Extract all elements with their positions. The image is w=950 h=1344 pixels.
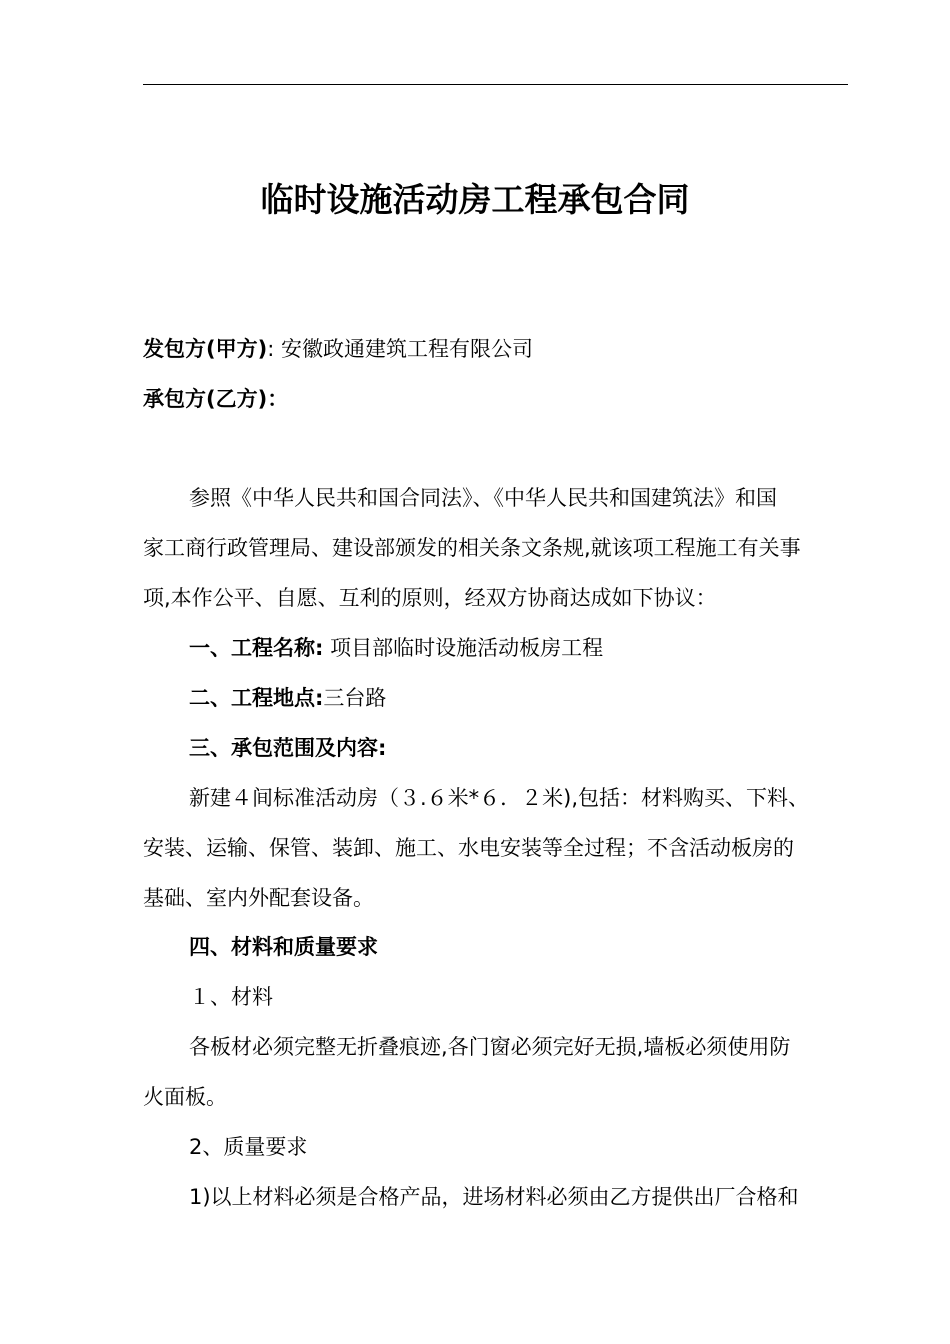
section-project-location-value: 三台路 — [323, 686, 387, 710]
party-b-label: 承包方(乙方)： — [143, 387, 289, 411]
section-project-location-label: 二、工程地点: — [189, 686, 324, 710]
materials-line: 各板材必须完整无折叠痕迹,各门窗必须完好无损,墙板必须使用防 — [189, 1035, 791, 1059]
intro-line: 家工商行政管理局、建设部颁发的相关条文条规,就该项工程施工有关事 — [143, 536, 801, 560]
party-a-separator: : — [267, 337, 275, 361]
party-a-value: 安徽政通建筑工程有限公司 — [280, 337, 533, 361]
contract-title: 临时设施活动房工程承包合同 — [260, 180, 690, 219]
party-a-label: 发包方(甲方) — [143, 337, 268, 361]
section-materials-quality-heading: 四、材料和质量要求 — [189, 935, 378, 959]
header-rule — [143, 84, 848, 85]
scope-line: 安装、运输、保管、装卸、施工、水电安装等全过程；不含活动板房的 — [143, 836, 794, 860]
section-scope-heading: 三、承包范围及内容: — [189, 736, 387, 760]
subsection-materials: １、材料 — [189, 985, 273, 1009]
intro-line: 参照《中华人民共和国合同法》、《中华人民共和国建筑法》和国 — [189, 486, 777, 510]
scope-line: 新建４间标准活动房（３.６米*６．２米),包括：材料购买、下料、 — [189, 786, 810, 810]
section-project-name-value: 项目部临时设施活动板房工程 — [323, 636, 604, 660]
section-project-location — [189, 683, 849, 713]
materials-line: 火面板。 — [143, 1085, 227, 1109]
scope-line: 基础、室内外配套设备。 — [143, 886, 374, 910]
intro-line: 项,本作公平、自愿、互利的原则，经双方协商达成如下协议： — [143, 586, 717, 610]
party-b-line — [143, 384, 848, 414]
section-project-name-label: 一、工程名称: — [189, 636, 324, 660]
subsection-quality: 2、质量要求 — [189, 1135, 308, 1159]
quality-line: 1)以上材料必须是合格产品，进场材料必须由乙方提供出厂合格和 — [189, 1185, 799, 1209]
section-project-name — [189, 633, 849, 663]
party-a-line — [143, 334, 848, 364]
